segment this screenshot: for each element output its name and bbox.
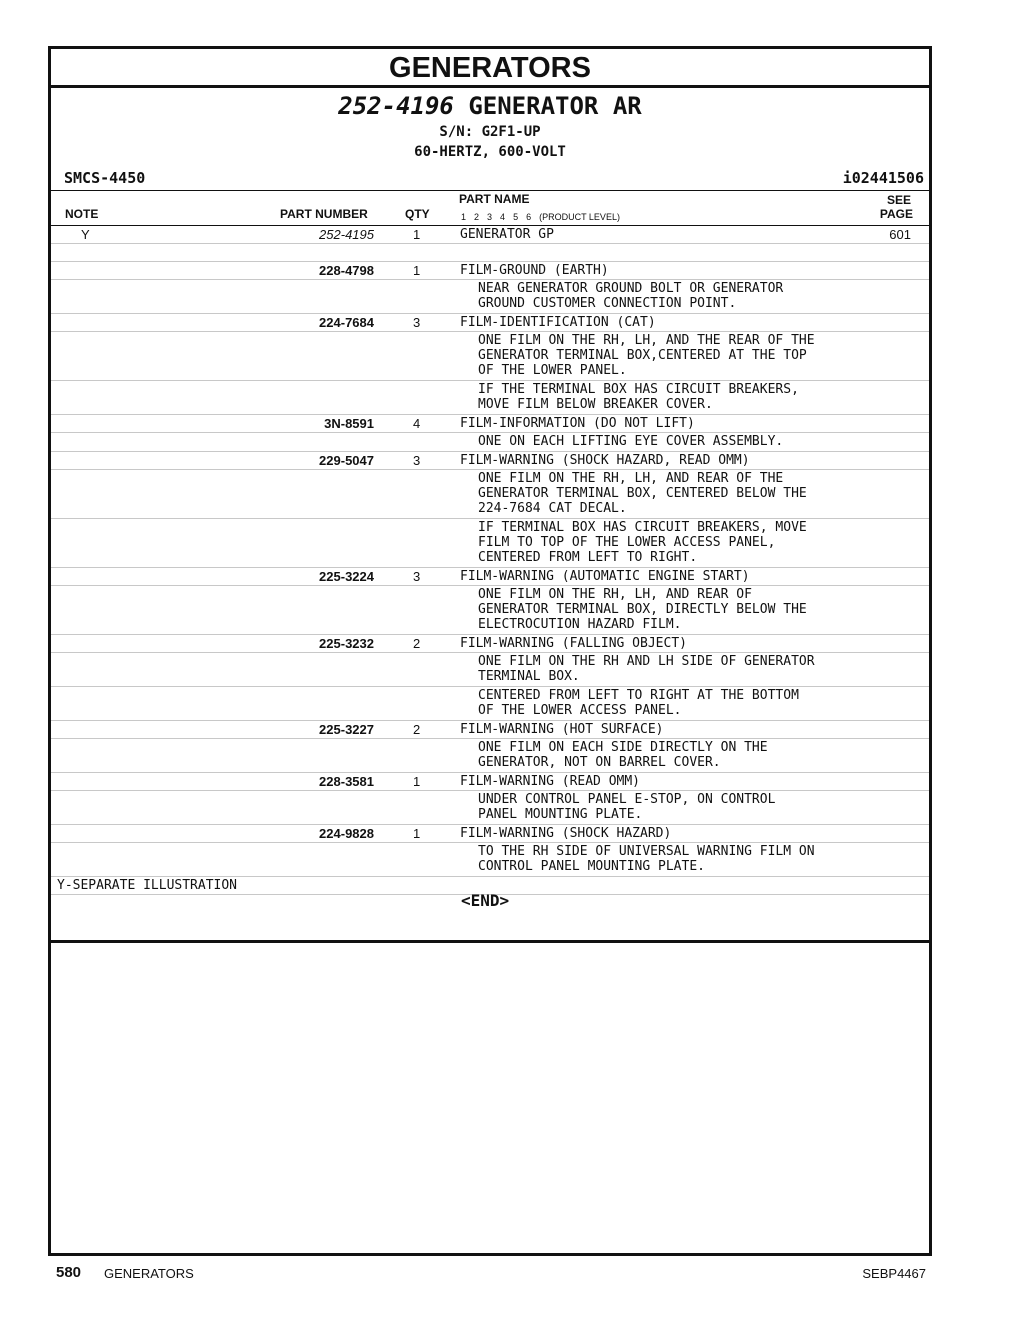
qty-cell: 1 bbox=[413, 774, 421, 789]
header-part-number: PART NUMBER bbox=[280, 207, 368, 221]
part-number-cell: 225-3232 bbox=[319, 636, 374, 651]
part-row bbox=[51, 314, 929, 332]
description-cell: ONE FILM ON EACH SIDE DIRECTLY ON THE GENERATOR, NOT ON BARREL COVER. bbox=[478, 740, 768, 770]
header-top-rule bbox=[51, 190, 929, 191]
part-number-cell: 252-4195 bbox=[319, 227, 374, 242]
part-row bbox=[51, 452, 929, 470]
qty-cell: 1 bbox=[413, 826, 421, 841]
illustration-id: i02441506 bbox=[842, 169, 924, 187]
part-number-cell: 229-5047 bbox=[319, 453, 374, 468]
description-row bbox=[51, 332, 929, 381]
parts-list bbox=[51, 226, 929, 895]
level-3: 3 bbox=[487, 212, 493, 222]
part-number-cell: 228-3581 bbox=[319, 774, 374, 789]
description-cell: ONE FILM ON THE RH, LH, AND THE REAR OF THE GENERATOR TERMINAL BOX,CENTERED AT THE TOP OF THE LOWER PANEL. bbox=[478, 333, 815, 378]
part-number-cell: 224-7684 bbox=[319, 315, 374, 330]
description-cell: NEAR GENERATOR GROUND BOLT OR GENERATOR GROUND CUSTOMER CONNECTION POINT. bbox=[478, 281, 784, 311]
level-2: 2 bbox=[474, 212, 480, 222]
qty-cell: 2 bbox=[413, 722, 421, 737]
qty-cell: 1 bbox=[413, 263, 421, 278]
assembly-name: GENERATOR AR bbox=[468, 92, 642, 120]
description-cell: TO THE RH SIDE OF UNIVERSAL WARNING FILM ON CONTROL PANEL MOUNTING PLATE. bbox=[478, 844, 815, 874]
qty-cell: 4 bbox=[413, 416, 421, 431]
part-row bbox=[51, 568, 929, 586]
description-cell: IF THE TERMINAL BOX HAS CIRCUIT BREAKERS, MOVE FILM BELOW BREAKER COVER. bbox=[478, 382, 799, 412]
part-name-cell: FILM-INFORMATION (DO NOT LIFT) bbox=[460, 416, 695, 431]
part-row bbox=[51, 262, 929, 280]
footer-section: GENERATORS bbox=[104, 1266, 194, 1281]
level-6: 6 bbox=[526, 212, 532, 222]
see-page-cell: 601 bbox=[889, 227, 911, 242]
description-row bbox=[51, 381, 929, 415]
level-1: 1 bbox=[461, 212, 467, 222]
description-cell: ONE FILM ON THE RH, LH, AND REAR OF THE GENERATOR TERMINAL BOX, CENTERED BELOW THE 224-7684 CAT DECAL. bbox=[478, 471, 807, 516]
part-row bbox=[51, 773, 929, 791]
footer-document-id: SEBP4467 bbox=[862, 1266, 926, 1281]
qty-cell: 3 bbox=[413, 453, 421, 468]
description-cell: UNDER CONTROL PANEL E-STOP, ON CONTROL PANEL MOUNTING PLATE. bbox=[478, 792, 776, 822]
part-row bbox=[51, 226, 929, 244]
description-row bbox=[51, 470, 929, 519]
part-name-cell: FILM-WARNING (SHOCK HAZARD) bbox=[460, 826, 672, 841]
description-row bbox=[51, 843, 929, 877]
description-row bbox=[51, 687, 929, 721]
part-name-cell: FILM-WARNING (FALLING OBJECT) bbox=[460, 636, 687, 651]
header-levels bbox=[461, 212, 628, 222]
assembly-title bbox=[51, 92, 929, 120]
page-number: 580 bbox=[56, 1264, 82, 1281]
header-note: NOTE bbox=[65, 207, 99, 221]
description-row bbox=[51, 433, 929, 452]
qty-cell: 2 bbox=[413, 636, 421, 651]
description-row bbox=[51, 586, 929, 635]
header-see: SEE bbox=[886, 193, 911, 207]
part-name-cell: FILM-WARNING (SHOCK HAZARD, READ OMM) bbox=[460, 453, 750, 468]
part-name-cell: FILM-WARNING (HOT SURFACE) bbox=[460, 722, 664, 737]
description-row bbox=[51, 791, 929, 825]
footnote-cell: Y-SEPARATE ILLUSTRATION bbox=[57, 878, 238, 893]
description-row bbox=[51, 653, 929, 687]
page-frame bbox=[48, 46, 932, 1256]
description-row bbox=[51, 739, 929, 773]
part-row bbox=[51, 825, 929, 843]
description-cell: ONE FILM ON THE RH AND LH SIDE OF GENERATOR TERMINAL BOX. bbox=[478, 654, 815, 684]
smcs-code: SMCS-4450 bbox=[64, 169, 146, 187]
header-qty: QTY bbox=[405, 207, 430, 221]
qty-cell: 3 bbox=[413, 315, 421, 330]
description-cell: ONE ON EACH LIFTING EYE COVER ASSEMBLY. bbox=[478, 434, 784, 449]
header-page: PAGE bbox=[879, 207, 913, 221]
blank-row bbox=[51, 244, 929, 262]
header-part-name: PART NAME bbox=[459, 192, 530, 206]
part-number-cell: 3N-8591 bbox=[324, 416, 374, 431]
part-number-cell: 224-9828 bbox=[319, 826, 374, 841]
description-cell: ONE FILM ON THE RH, LH, AND REAR OF GENERATOR TERMINAL BOX, DIRECTLY BELOW THE ELECTROCUTION HAZARD FILM. bbox=[478, 587, 807, 632]
description-row bbox=[51, 519, 929, 568]
end-rule bbox=[51, 940, 929, 943]
description-cell: CENTERED FROM LEFT TO RIGHT AT THE BOTTOM OF THE LOWER ACCESS PANEL. bbox=[478, 688, 799, 718]
description-cell: IF TERMINAL BOX HAS CIRCUIT BREAKERS, MOVE FILM TO TOP OF THE LOWER ACCESS PANEL, CENTERED FROM LEFT TO RIGHT. bbox=[478, 520, 807, 565]
part-number-cell: 228-4798 bbox=[319, 263, 374, 278]
level-5: 5 bbox=[513, 212, 519, 222]
end-marker: <END> bbox=[461, 891, 510, 910]
part-row bbox=[51, 635, 929, 653]
qty-cell: 1 bbox=[413, 227, 421, 242]
part-number-cell: 225-3227 bbox=[319, 722, 374, 737]
description-row bbox=[51, 280, 929, 314]
note-cell: Y bbox=[81, 227, 90, 242]
part-name-cell: FILM-IDENTIFICATION (CAT) bbox=[460, 315, 656, 330]
part-name-cell: FILM-WARNING (AUTOMATIC ENGINE START) bbox=[460, 569, 750, 584]
assembly-spec: 60-HERTZ, 600-VOLT bbox=[414, 144, 566, 160]
part-row bbox=[51, 721, 929, 739]
assembly-part-number: 252-4196 bbox=[338, 92, 454, 120]
qty-cell: 3 bbox=[413, 569, 421, 584]
part-name-cell: FILM-WARNING (READ OMM) bbox=[460, 774, 641, 789]
part-number-cell: 225-3224 bbox=[319, 569, 374, 584]
level-4: 4 bbox=[500, 212, 506, 222]
part-name-cell: GENERATOR GP bbox=[460, 227, 554, 242]
part-row bbox=[51, 415, 929, 433]
section-title: GENERATORS bbox=[51, 49, 929, 88]
serial-number: S/N: G2F1-UP bbox=[439, 124, 541, 140]
product-level-label: (PRODUCT LEVEL) bbox=[539, 212, 620, 222]
part-name-cell: FILM-GROUND (EARTH) bbox=[460, 263, 609, 278]
